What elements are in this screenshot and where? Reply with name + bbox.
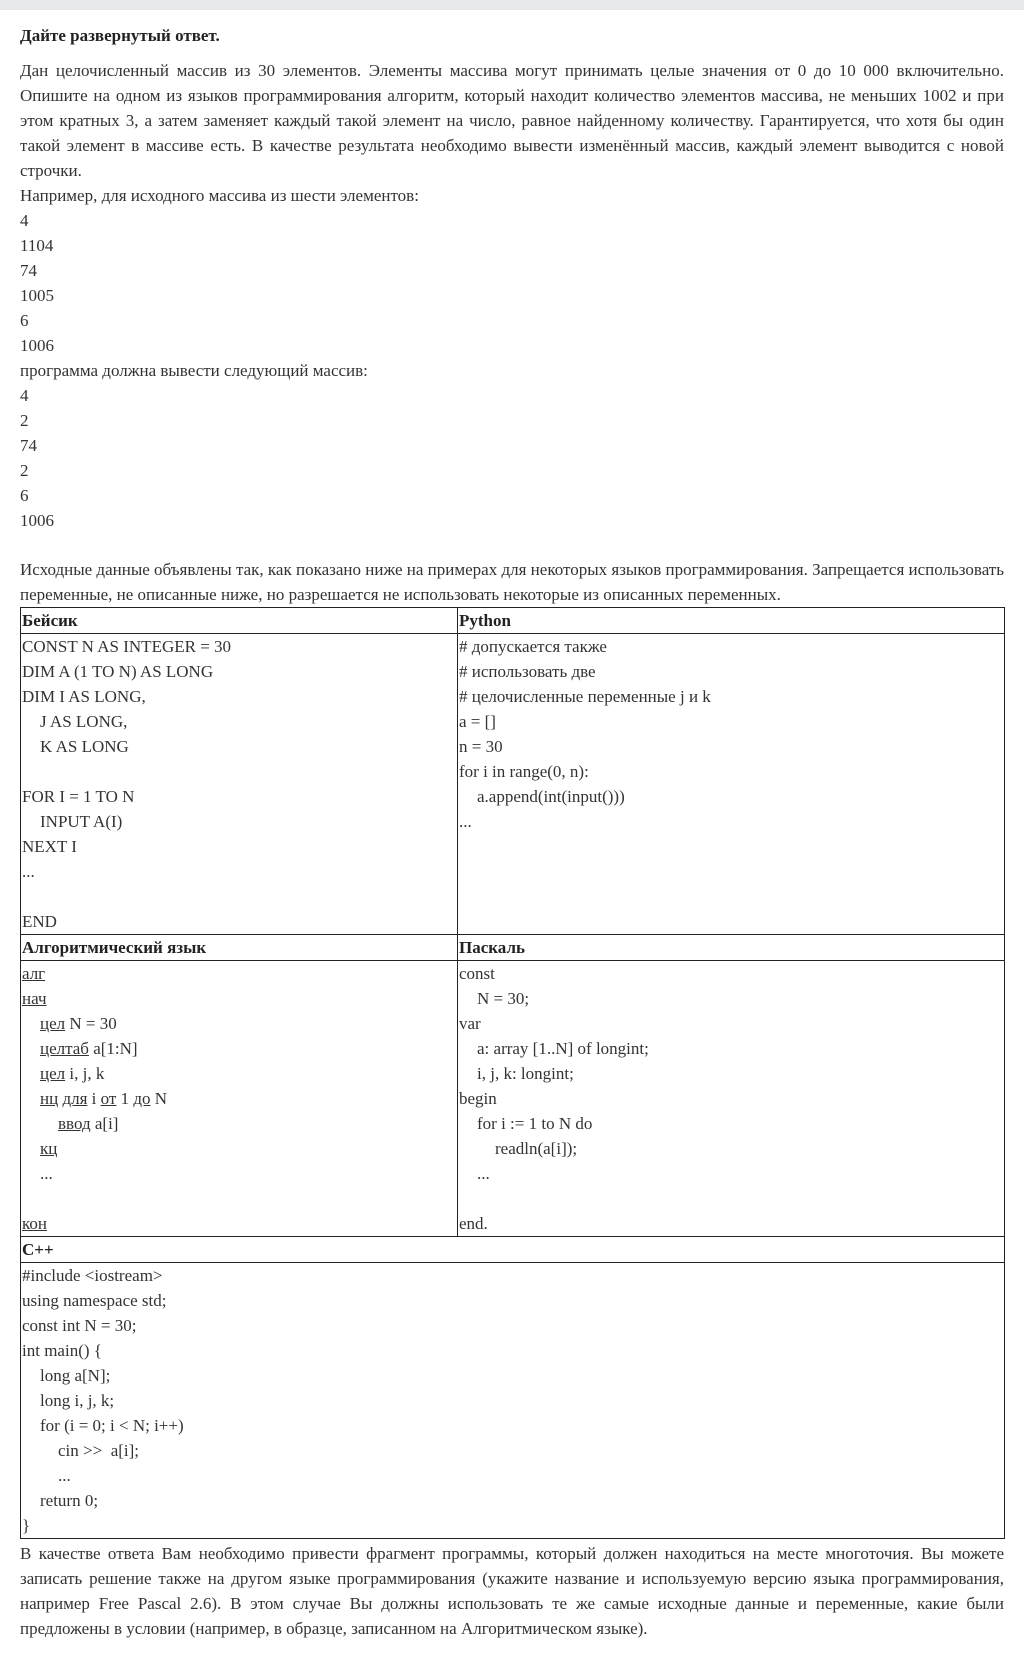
code-line: const: [459, 964, 495, 983]
code-line: }: [22, 1516, 31, 1535]
code-line: var: [459, 1014, 481, 1033]
code-line: begin: [459, 1089, 497, 1108]
code-line: #include <iostream>: [22, 1266, 163, 1285]
list-item: 1005: [20, 286, 54, 305]
code-table: [20, 607, 1005, 1539]
list-item: 1006: [20, 511, 54, 530]
code-line: [22, 961, 457, 986]
code-line: NEXT I: [22, 837, 77, 856]
task-heading: Дайте развернутый ответ.: [20, 26, 220, 45]
code-line: ...: [58, 1466, 71, 1485]
cpp-code: [21, 1263, 1005, 1539]
code-line: ...: [22, 862, 35, 881]
list-item: 4: [20, 386, 29, 405]
keyword: целтаб: [40, 1039, 89, 1058]
keyword: цел: [40, 1014, 66, 1033]
data-paragraph: Исходные данные объявлены так, как показано ниже на примерах для некоторых языков программирования. Запрещается использовать переменные, не описанные ниже, но разрешается не использовать некоторые из описанных переменных.: [20, 560, 1004, 604]
code-line: const int N = 30;: [22, 1316, 137, 1335]
list-item: 1006: [20, 336, 54, 355]
keyword: нц: [40, 1089, 59, 1108]
code-text: a[i]: [90, 1114, 119, 1133]
keyword: для: [62, 1089, 88, 1108]
basic-header: Бейсик: [21, 608, 458, 634]
footer-paragraph: В качестве ответа Вам необходимо привести фрагмент программы, который должен находиться на месте многоточия. Вы можете записать решение также на другом языке программирования (укажите название и используемую версию языка программирования, например Free Pascal 2.6). В этом случае Вы должны использовать те же самые исходные данные и переменные, какие были предложены в условии (например, в образце, записанном на Алгоритмическом языке).: [20, 1544, 1004, 1638]
code-line: DIM I AS LONG,: [22, 687, 146, 706]
list-item: 6: [20, 486, 29, 505]
code-line: [22, 1136, 457, 1161]
keyword: цел: [40, 1064, 66, 1083]
code-line: CONST N AS INTEGER = 30: [22, 637, 232, 656]
output-intro: программа должна вывести следующий массив:: [20, 361, 368, 380]
pascal-code: [458, 961, 1005, 1237]
code-line: i, j, k: longint;: [477, 1064, 574, 1083]
code-line: ...: [40, 1164, 53, 1183]
code-line: [22, 1086, 457, 1111]
keyword: ввод: [58, 1114, 91, 1133]
code-line: a = []: [459, 712, 496, 731]
code-line: for i in range(0, n):: [459, 762, 589, 781]
code-line: [22, 986, 457, 1011]
cpp-header: C++: [21, 1237, 1005, 1263]
pascal-header: Паскаль: [458, 935, 1005, 961]
code-line: K AS LONG: [40, 737, 129, 756]
code-text: i, j, k: [65, 1064, 105, 1083]
python-header: Python: [458, 608, 1005, 634]
code-line: # целочисленные переменные j и k: [459, 687, 711, 706]
code-line: for (i = 0; i < N; i++): [40, 1416, 184, 1435]
code-line: n = 30: [459, 737, 503, 756]
code-line: INPUT A(I): [40, 812, 123, 831]
task-paragraph: Дан целочисленный массив из 30 элементов. Элементы массива могут принимать целые значения от 0 до 10 000 включительно. Опишите на одном из языков программирования алгоритм, который находит количество элементов массива, не меньших 1002 и при этом кратных 3, а затем заменяет каждый такой элемент на число, равное найденному количеству. Гарантируется, что хотя бы один такой элемент в массиве есть. В качестве результата необходимо вывести изменённый массив, каждый элемент выводится с новой строчки.: [20, 61, 1004, 180]
code-line: END: [22, 912, 57, 931]
code-line: [22, 1061, 457, 1086]
list-item: 4: [20, 211, 29, 230]
code-line: [22, 1011, 457, 1036]
code-line: ...: [459, 812, 472, 831]
code-line: FOR I = 1 TO N: [22, 787, 135, 806]
keyword: кон: [22, 1214, 47, 1233]
algo-header: Алгоритмический язык: [21, 935, 458, 961]
keyword: до: [133, 1089, 151, 1108]
code-text: 1: [116, 1089, 134, 1108]
code-line: int main() {: [22, 1341, 102, 1360]
code-line: # использовать две: [459, 662, 596, 681]
list-item: 2: [20, 411, 29, 430]
list-item: 74: [20, 436, 37, 455]
code-line: J AS LONG,: [40, 712, 128, 731]
code-text: N = 30: [65, 1014, 117, 1033]
code-line: for i := 1 to N do: [477, 1114, 593, 1133]
example-output-list: [20, 383, 1004, 533]
list-item: 1104: [20, 236, 54, 255]
algo-code: [21, 961, 458, 1237]
code-line: long a[N];: [40, 1366, 111, 1385]
example-input-list: [20, 208, 1004, 358]
code-line: end.: [459, 1214, 488, 1233]
code-line: # допускается также: [459, 637, 607, 656]
keyword: алг: [22, 964, 46, 983]
code-line: return 0;: [40, 1491, 99, 1510]
example-intro: Например, для исходного массива из шести элементов:: [20, 186, 419, 205]
code-line: readln(a[i]);: [495, 1139, 578, 1158]
list-item: 2: [20, 461, 29, 480]
code-line: [22, 1036, 457, 1061]
code-line: cin >> a[i];: [58, 1441, 140, 1460]
code-line: [22, 1111, 457, 1136]
code-text: N: [150, 1089, 168, 1108]
code-line: ...: [477, 1164, 490, 1183]
task-content: [0, 10, 1024, 1641]
list-item: 74: [20, 261, 37, 280]
code-text: a[1:N]: [88, 1039, 138, 1058]
list-item: 6: [20, 311, 29, 330]
basic-code: [21, 634, 458, 935]
top-bar: [0, 0, 1024, 10]
python-code: [458, 634, 1005, 935]
code-line: a: array [1..N] of longint;: [477, 1039, 649, 1058]
keyword: от: [100, 1089, 117, 1108]
code-line: N = 30;: [477, 989, 530, 1008]
code-line: a.append(int(input())): [477, 787, 625, 806]
keyword: нач: [22, 989, 47, 1008]
code-line: using namespace std;: [22, 1291, 167, 1310]
keyword: кц: [40, 1139, 58, 1158]
code-line: long i, j, k;: [40, 1391, 115, 1410]
code-line: [22, 1211, 457, 1236]
code-line: DIM A (1 TO N) AS LONG: [22, 662, 214, 681]
code-text: i: [87, 1089, 101, 1108]
